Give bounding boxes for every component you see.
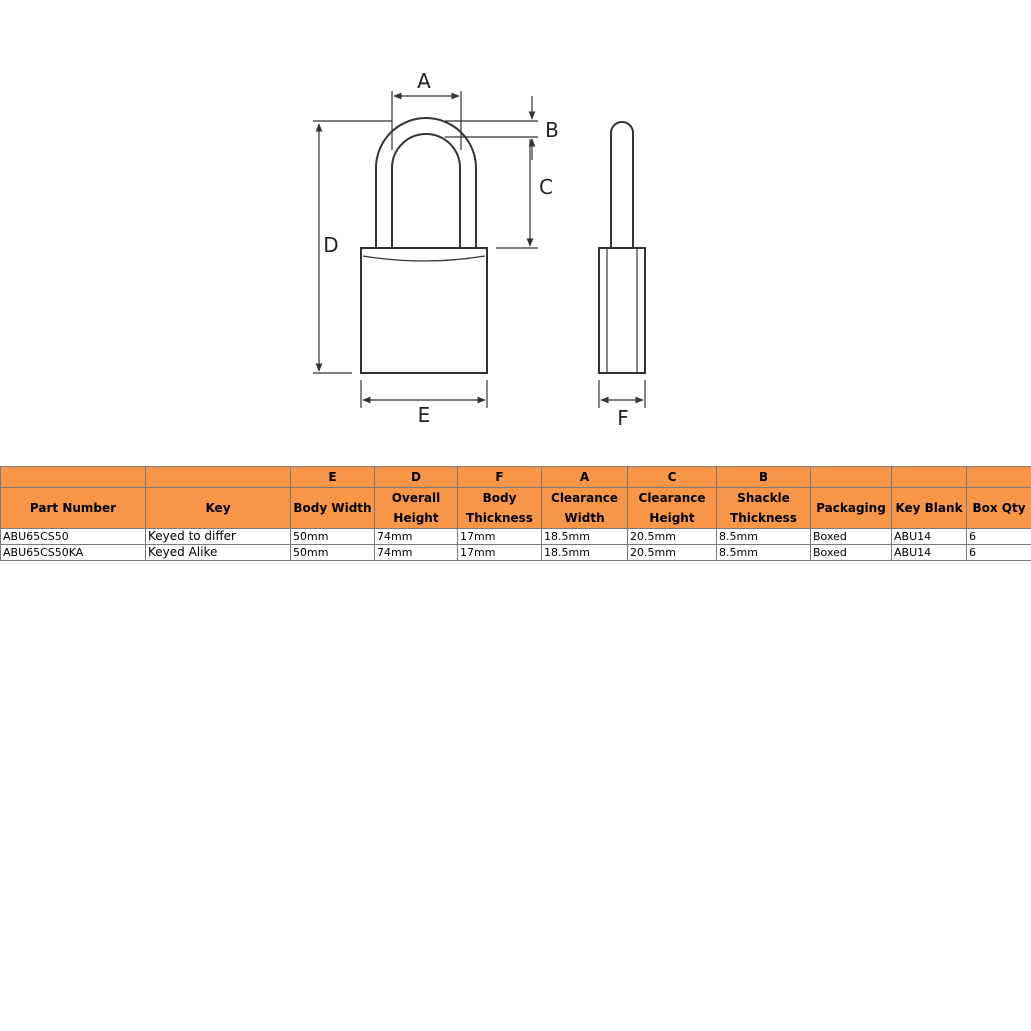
dim-label-a: A — [417, 69, 431, 93]
body-thickness-cell: 17mm — [458, 545, 542, 561]
header-box-qty: Box Qty — [967, 488, 1031, 529]
shackle-thickness-cell: 8.5mm — [717, 545, 811, 561]
dim-label-c: C — [539, 175, 553, 199]
box-qty-cell: 6 — [967, 529, 1031, 545]
header-body-thickness: Body Thickness — [458, 488, 542, 529]
dimension-f — [599, 380, 645, 408]
clearance-width-cell: 18.5mm — [542, 529, 628, 545]
key-blank-cell: ABU14 — [892, 529, 967, 545]
header-key-blank: Key Blank — [892, 488, 967, 529]
box-qty-cell: 6 — [967, 545, 1031, 561]
letter-cell — [146, 467, 291, 488]
padlock-front-view — [361, 118, 487, 373]
letter-cell: F — [458, 467, 542, 488]
letter-cell — [1, 467, 146, 488]
key-blank-cell: ABU14 — [892, 545, 967, 561]
clearance-width-cell: 18.5mm — [542, 545, 628, 561]
shackle-inner — [392, 134, 460, 248]
letter-cell — [811, 467, 892, 488]
column-header-row — [1, 488, 1031, 529]
padlock-body — [361, 248, 487, 373]
dim-label-b: B — [545, 118, 559, 142]
body-width-cell: 50mm — [291, 545, 375, 561]
letter-cell: A — [542, 467, 628, 488]
packaging-cell: Boxed — [811, 529, 892, 545]
letter-cell: B — [717, 467, 811, 488]
body-top-curve — [363, 256, 485, 261]
packaging-cell: Boxed — [811, 545, 892, 561]
table-row — [1, 529, 1031, 545]
letter-cell — [892, 467, 967, 488]
key-cell: Keyed to differ — [146, 529, 291, 545]
header-body-width: Body Width — [291, 488, 375, 529]
dim-label-d: D — [323, 233, 339, 257]
overall-height-cell: 74mm — [375, 529, 458, 545]
dimension-b — [445, 96, 538, 160]
header-part-number: Part Number — [1, 488, 146, 529]
dim-label-f: F — [617, 406, 629, 430]
shackle-thickness-cell: 8.5mm — [717, 529, 811, 545]
key-cell: Keyed Alike — [146, 545, 291, 561]
letter-cell: C — [628, 467, 717, 488]
header-key: Key — [146, 488, 291, 529]
part-number-cell: ABU65CS50KA — [1, 545, 146, 561]
header-overall-height: Overall Height — [375, 488, 458, 529]
header-packaging: Packaging — [811, 488, 892, 529]
letter-cell: E — [291, 467, 375, 488]
table-row — [1, 545, 1031, 561]
clearance-height-cell: 20.5mm — [628, 545, 717, 561]
padlock-dimension-diagram — [0, 0, 1031, 440]
specification-table — [0, 466, 1031, 561]
letter-cell — [967, 467, 1031, 488]
header-clearance-width: Clearance Width — [542, 488, 628, 529]
dim-label-e: E — [417, 403, 431, 427]
padlock-side-view — [599, 122, 645, 373]
header-clearance-height: Clearance Height — [628, 488, 717, 529]
header-shackle-thickness: Shackle Thickness — [717, 488, 811, 529]
body-thickness-cell: 17mm — [458, 529, 542, 545]
letter-cell: D — [375, 467, 458, 488]
dimension-letter-row — [1, 467, 1031, 488]
side-body — [599, 248, 645, 373]
clearance-height-cell: 20.5mm — [628, 529, 717, 545]
part-number-cell: ABU65CS50 — [1, 529, 146, 545]
side-shackle — [611, 122, 633, 248]
overall-height-cell: 74mm — [375, 545, 458, 561]
body-width-cell: 50mm — [291, 529, 375, 545]
